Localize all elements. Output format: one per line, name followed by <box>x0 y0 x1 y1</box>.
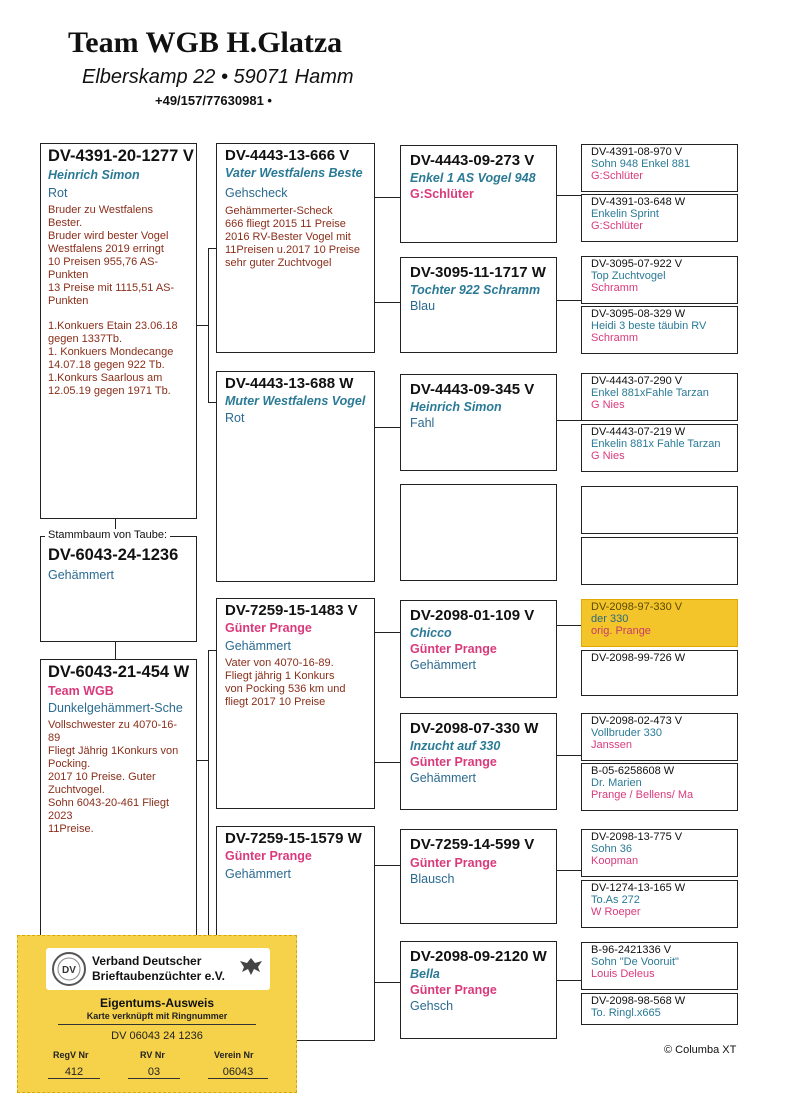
connector <box>556 755 581 756</box>
ring-number: DV-2098-97-330 V <box>591 601 683 613</box>
connector <box>208 650 216 651</box>
pigeon-color: Fahl <box>410 416 435 430</box>
connector <box>375 197 400 198</box>
connector <box>196 760 208 761</box>
pedigree-box-gen4 <box>581 256 738 304</box>
ring-number: DV-4443-13-688 W <box>225 375 354 392</box>
card-col2-value: 03 <box>128 1066 180 1079</box>
ring-number: DV-2098-07-330 W <box>410 720 539 737</box>
ring-number: DV-4443-13-666 V <box>225 147 350 164</box>
connector <box>375 762 400 763</box>
ring-number: DV-6043-24-1236 <box>48 546 179 564</box>
pigeon-info: To.As 272 <box>591 894 640 906</box>
ring-number: DV-2098-99-726 W <box>591 652 686 664</box>
pigeon-info: Vollbruder 330 <box>591 727 662 739</box>
pigeon-name: Inzucht auf 330 <box>410 739 501 753</box>
pedigree-box-sire <box>40 143 197 519</box>
pigeon-description: Vater von 4070-16-89. Fliegt jährig 1 Konkurs von Pocking 536 km und fliegt 2017 10 Preise <box>225 657 346 708</box>
pigeon-owner: Schramm <box>591 282 639 294</box>
pigeon-description: Bruder zu Westfalens Bester. Bruder wird bester Vogel Westfalens 2019 erringt 10 Preisen 955,76 AS- Punkten 13 Preise mit 1115,51 AS- Punkten 1.Konkuers Etain 23.06.18 gegen 1337Tb. 1. Konkuers Mondecange 14.07.18 gegen 922 Tb. 1.Konkurs Saarlous am 12.05.19 gegen 1971 Tb. <box>48 204 178 397</box>
pigeon-owner: Koopman <box>591 855 639 867</box>
pigeon-owner: Günter Prange <box>225 849 312 863</box>
pigeon-name: Enkel 1 AS Vogel 948 <box>410 171 536 185</box>
card-subtitle: Karte verknüpft mit Ringnummer <box>86 1011 228 1021</box>
ring-number: DV-4391-20-1277 V <box>48 147 194 165</box>
pedigree-box-gen4 <box>581 424 738 472</box>
card-org-line2: Brieftaubenzüchter e.V. <box>92 969 225 983</box>
pedigree-box-gen4 <box>581 650 738 696</box>
pigeon-owner: orig. Prange <box>591 625 651 637</box>
pigeon-info: Enkelin 881x Fahle Tarzan <box>591 438 721 450</box>
ring-number: DV-2098-09-2120 W <box>410 948 547 965</box>
pigeon-owner: Janssen <box>591 739 632 751</box>
pedigree-box-gen3 <box>400 829 557 924</box>
ring-number: DV-4391-08-970 V <box>591 146 683 158</box>
pigeon-name: Tochter 922 Schramm <box>410 283 541 297</box>
connector <box>196 325 208 326</box>
card-org-line1: Verband Deutscher <box>92 954 202 968</box>
ring-number: DV-4443-07-290 V <box>591 375 683 387</box>
pigeon-info: Sohn "De Vooruit" <box>591 956 679 968</box>
ring-number: DV-6043-21-454 W <box>48 663 190 681</box>
pigeon-info: Enkel 881xFahle Tarzan <box>591 387 709 399</box>
ring-number: DV-2098-98-568 W <box>591 995 686 1007</box>
ring-number: DV-3095-07-922 V <box>591 258 683 270</box>
pedigree-box-gen3 <box>400 374 557 471</box>
ring-number: DV-7259-14-599 V <box>410 836 535 853</box>
pigeon-color: Gehämmert <box>48 568 114 582</box>
ring-number: DV-4443-07-219 W <box>591 426 686 438</box>
pedigree-box-gen3 <box>400 257 557 353</box>
connector <box>556 420 581 421</box>
pedigree-box-gen2 <box>216 143 375 353</box>
pigeon-name: Heinrich Simon <box>410 400 502 414</box>
connector <box>556 195 581 196</box>
connector <box>208 248 216 249</box>
breeder-title: Team WGB H.Glatza <box>68 26 343 59</box>
connector <box>375 982 400 983</box>
pigeon-name: Bella <box>410 967 440 981</box>
connector <box>375 632 400 633</box>
connector <box>556 980 581 981</box>
ring-number: DV-7259-15-1579 W <box>225 830 362 847</box>
pigeon-color: Blau <box>410 299 436 313</box>
pigeon-color: Dunkelgehämmert-Sche <box>48 701 183 715</box>
copyright-footer: © Columba XT <box>664 1044 737 1056</box>
pedigree-box-gen4 <box>581 373 738 421</box>
connector <box>208 248 209 402</box>
card-col3-value: 06043 <box>208 1066 268 1079</box>
connector <box>115 641 116 659</box>
pigeon-name: Chicco <box>410 626 452 640</box>
pedigree-box-gen3 <box>400 145 557 243</box>
card-title: Eigentums-Ausweis <box>99 996 215 1010</box>
pigeon-owner: W Roeper <box>591 906 641 918</box>
pedigree-box-gen2 <box>216 371 375 582</box>
card-col1-label: RegV Nr <box>53 1050 89 1060</box>
pigeon-color: Gehämmert <box>410 658 476 672</box>
card-col1-value: 412 <box>48 1066 100 1079</box>
pigeon-color: Gehämmert <box>225 867 291 881</box>
pigeon-owner: Günter Prange <box>410 642 497 656</box>
ring-number: DV-4391-03-648 W <box>591 196 686 208</box>
ring-number: DV-2098-01-109 V <box>410 607 535 624</box>
card-col3-label: Verein Nr <box>214 1050 254 1060</box>
ring-number: DV-1274-13-165 W <box>591 882 686 894</box>
svg-text:DV: DV <box>62 965 76 976</box>
stammbaum-label: Stammbaum von Taube: <box>45 529 170 541</box>
pigeon-owner: G:Schlüter <box>591 220 643 232</box>
pigeon-description: Gehämmerter-Scheck 666 fliegt 2015 11 Preise 2016 RV-Bester Vogel mit 11Preisen u.2017 10 Preise sehr guter Zuchtvogel <box>225 205 360 269</box>
pedigree-box-gen3 <box>400 600 557 698</box>
connector <box>375 302 400 303</box>
ring-number: B-05-6258608 W <box>591 765 675 777</box>
connector <box>556 300 581 301</box>
ring-number: DV-4443-09-345 V <box>410 381 535 398</box>
connector <box>208 402 216 403</box>
pigeon-color: Rot <box>225 411 245 425</box>
connector <box>375 427 400 428</box>
pigeon-color: Gehsch <box>410 999 454 1013</box>
ring-number: DV-3095-08-329 W <box>591 308 686 320</box>
ownership-card <box>17 935 297 1093</box>
pedigree-box-gen4 <box>581 194 738 242</box>
ring-number: DV-7259-15-1483 V <box>225 602 358 619</box>
ring-number: DV-3095-11-1717 W <box>410 264 546 281</box>
pedigree-box-gen4 <box>581 306 738 354</box>
connector <box>556 625 581 626</box>
pedigree-box-gen2 <box>216 598 375 809</box>
eagle-emblem-icon <box>238 955 264 977</box>
pigeon-owner: G Nies <box>591 399 625 411</box>
pigeon-owner: Prange / Bellens/ Ma <box>591 789 694 801</box>
pigeon-owner: G Nies <box>591 450 625 462</box>
card-ring-number: DV 06043 24 1236 <box>111 1030 203 1042</box>
pigeon-info: To. Ringl.x665 <box>591 1007 661 1019</box>
pedigree-box-gen4 <box>581 880 738 928</box>
pigeon-owner: Günter Prange <box>225 621 312 635</box>
pigeon-color: Gehämmert <box>225 639 291 653</box>
pigeon-info: Sohn 36 <box>591 843 632 855</box>
ring-number: DV-2098-02-473 V <box>591 715 683 727</box>
pigeon-name: Vater Westfalens Beste <box>225 166 363 180</box>
pedigree-box-gen4 <box>581 829 738 877</box>
card-header <box>46 948 270 990</box>
verband-logo-icon <box>51 951 87 987</box>
pedigree-box-gen4 <box>581 763 738 811</box>
pigeon-color: Gehämmert <box>410 771 476 785</box>
pigeon-info: Heidi 3 beste täubin RV <box>591 320 707 332</box>
pedigree-box-gen4 <box>581 713 738 761</box>
pigeon-info: Dr. Marien <box>591 777 642 789</box>
connector <box>556 870 581 871</box>
pigeon-description: Vollschwester zu 4070-16- 89 Fliegt Jährig 1Konkurs von Pocking. 2017 10 Preise. Guter Zuchtvogel. Sohn 6043-20-461 Fliegt 2023 11Preise. <box>48 719 179 835</box>
pigeon-owner: Günter Prange <box>410 983 497 997</box>
ring-number: DV-2098-13-775 V <box>591 831 683 843</box>
pigeon-info: Sohn 948 Enkel 881 <box>591 158 691 170</box>
breeder-phone: +49/157/77630981 • <box>155 93 272 108</box>
subject-pigeon-box <box>40 529 197 642</box>
pigeon-color: Gehscheck <box>225 186 288 200</box>
ring-number: DV-4443-09-273 V <box>410 152 535 169</box>
pedigree-box-gen3 <box>400 713 557 810</box>
pedigree-box-gen3 <box>400 941 557 1039</box>
pigeon-info: der 330 <box>591 613 629 625</box>
pigeon-owner: Günter Prange <box>410 856 497 870</box>
pigeon-name: Heinrich Simon <box>48 168 140 182</box>
pigeon-color: Rot <box>48 186 68 200</box>
pigeon-owner: Schramm <box>591 332 639 344</box>
pedigree-box-gen4 <box>581 993 738 1025</box>
breeder-address: Elberskamp 22 • 59071 Hamm <box>82 66 354 88</box>
pigeon-name: Muter Westfalens Vogel <box>225 394 366 408</box>
pedigree-box-gen4 <box>581 942 738 990</box>
pigeon-info: Enkelin Sprint <box>591 208 659 220</box>
pedigree-box-gen4-empty <box>581 537 738 585</box>
pigeon-owner: Günter Prange <box>410 755 497 769</box>
pedigree-box-gen3-empty <box>400 484 557 581</box>
connector <box>208 650 209 940</box>
pigeon-color: Blausch <box>410 872 455 886</box>
pigeon-owner: G:Schlüter <box>591 170 643 182</box>
card-col2-label: RV Nr <box>140 1050 165 1060</box>
pedigree-box-gen4-highlight <box>581 599 738 647</box>
pedigree-box-gen4-empty <box>581 486 738 534</box>
ring-number: B-96-2421336 V <box>591 944 672 956</box>
pedigree-box-gen4 <box>581 144 738 192</box>
pigeon-info: Top Zuchtvogel <box>591 270 666 282</box>
pigeon-owner: Louis Deleus <box>591 968 655 980</box>
connector <box>375 865 400 866</box>
pigeon-owner: G:Schlüter <box>410 187 474 201</box>
pigeon-owner: Team WGB <box>48 684 114 698</box>
